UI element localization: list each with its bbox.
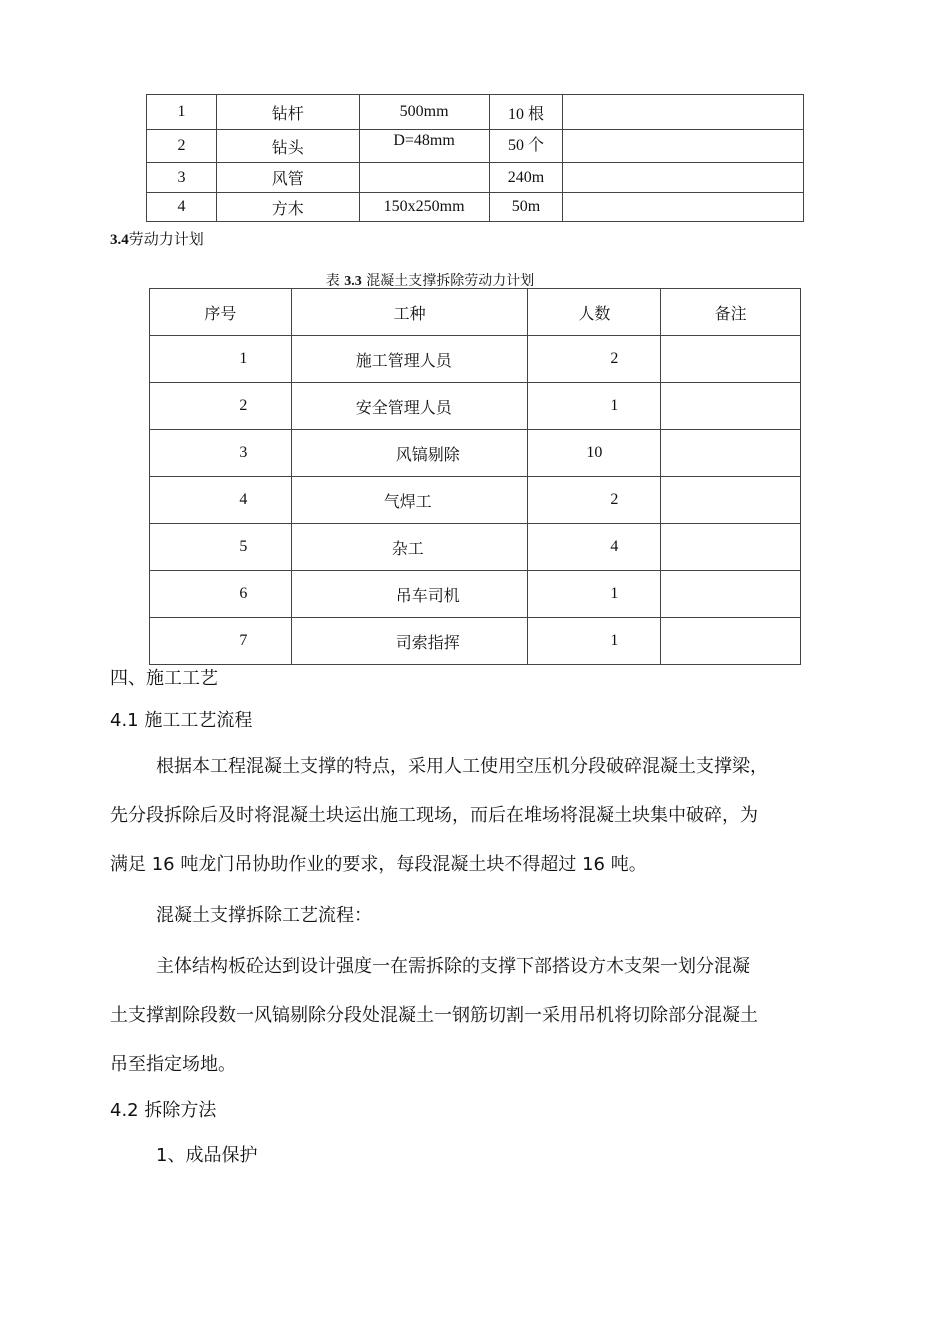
cell-no: 6 (150, 571, 292, 618)
cell-note (563, 163, 804, 193)
table-row (150, 477, 801, 524)
cell-no: 1 (150, 336, 292, 383)
caption-prefix: 表 (325, 273, 340, 289)
cell-count: 1 (528, 571, 661, 618)
cell-note (661, 383, 801, 430)
cell-name: 钻头 (216, 130, 359, 163)
cell-count: 1 (528, 618, 661, 665)
paragraph-1-line-3: 满足 16 吨龙门吊协助作业的要求，每段混凝土块不得超过 16 吨。 (110, 854, 647, 875)
cell-name: 钻杆 (216, 95, 359, 130)
paragraph-2: 混凝土支撑拆除工艺流程： (156, 905, 372, 926)
table-row (150, 571, 801, 618)
table-row (147, 193, 804, 222)
paragraph-3-line-3: 吊至指定场地。 (110, 1054, 236, 1075)
cell-spec: 500mm (359, 95, 489, 130)
list-item-1: 1、成品保护 (156, 1145, 258, 1166)
paragraph-1-line-2: 先分段拆除后及时将混凝土块运出施工现场，而后在堆场将混凝土块集中破碎，为 (110, 805, 758, 826)
header-no: 序号 (150, 289, 292, 336)
cell-no: 3 (147, 163, 217, 193)
labor-table (149, 288, 801, 665)
cell-note (661, 524, 801, 571)
table-row (147, 130, 804, 163)
cell-name: 风管 (216, 163, 359, 193)
cell-count: 2 (528, 477, 661, 524)
table-row (147, 95, 804, 130)
heading-4-2: 4.2 拆除方法 (110, 1100, 217, 1121)
caption-number: 3.3 (344, 274, 362, 289)
caption-title: 混凝土支撑拆除劳动力计划 (366, 273, 535, 289)
table-row (150, 336, 801, 383)
table-row (150, 383, 801, 430)
header-count: 人数 (528, 289, 661, 336)
cell-type: 安全管理人员 (291, 383, 528, 430)
cell-qty: 50 个 (489, 130, 563, 163)
cell-no: 3 (150, 430, 292, 477)
table-caption (0, 270, 860, 290)
cell-note (563, 193, 804, 222)
cell-note (661, 430, 801, 477)
paragraph-3-line-2: 土支撑割除段数一风镐剔除分段处混凝土一钢筋切割一采用吊机将切除部分混凝土 (110, 1005, 758, 1026)
cell-no: 1 (147, 95, 217, 130)
heading-4-1: 4.1 施工工艺流程 (110, 710, 253, 731)
cell-no: 4 (150, 477, 292, 524)
cell-note (563, 130, 804, 163)
cell-count: 2 (528, 336, 661, 383)
cell-type: 气焊工 (291, 477, 528, 524)
cell-type: 杂工 (291, 524, 528, 571)
cell-type: 司索指挥 (291, 618, 528, 665)
cell-qty: 10 根 (489, 95, 563, 130)
section-heading-3-4 (110, 228, 204, 249)
cell-qty: 240m (489, 163, 563, 193)
cell-note (661, 571, 801, 618)
equipment-table (146, 94, 804, 222)
cell-type: 施工管理人员 (291, 336, 528, 383)
table-row (150, 524, 801, 571)
cell-no: 2 (147, 130, 217, 163)
cell-spec: D=48mm (359, 130, 489, 163)
table-row (147, 163, 804, 193)
cell-spec (359, 163, 489, 193)
section-title: 劳动力计划 (128, 230, 204, 248)
cell-note (661, 477, 801, 524)
table-row (150, 430, 801, 477)
cell-spec: 150x250mm (359, 193, 489, 222)
cell-note (563, 95, 804, 130)
cell-type: 吊车司机 (291, 571, 528, 618)
cell-count: 1 (528, 383, 661, 430)
cell-note (661, 336, 801, 383)
cell-note (661, 618, 801, 665)
cell-count: 10 (528, 430, 661, 477)
table-row (150, 618, 801, 665)
cell-no: 2 (150, 383, 292, 430)
cell-no: 5 (150, 524, 292, 571)
cell-no: 7 (150, 618, 292, 665)
cell-name: 方木 (216, 193, 359, 222)
cell-no: 4 (147, 193, 217, 222)
cell-type: 风镐剔除 (291, 430, 528, 477)
heading-section-4: 四、施工工艺 (110, 668, 218, 689)
section-number: 3.4 (110, 232, 129, 248)
table-header-row (150, 289, 801, 336)
header-type: 工种 (291, 289, 528, 336)
paragraph-3-line-1: 主体结构板砼达到设计强度一在需拆除的支撑下部搭设方木支架一划分混凝 (156, 956, 750, 977)
cell-count: 4 (528, 524, 661, 571)
header-note: 备注 (661, 289, 801, 336)
paragraph-1-line-1: 根据本工程混凝土支撑的特点，采用人工使用空压机分段破碎混凝土支撑梁， (156, 756, 768, 777)
cell-qty: 50m (489, 193, 563, 222)
